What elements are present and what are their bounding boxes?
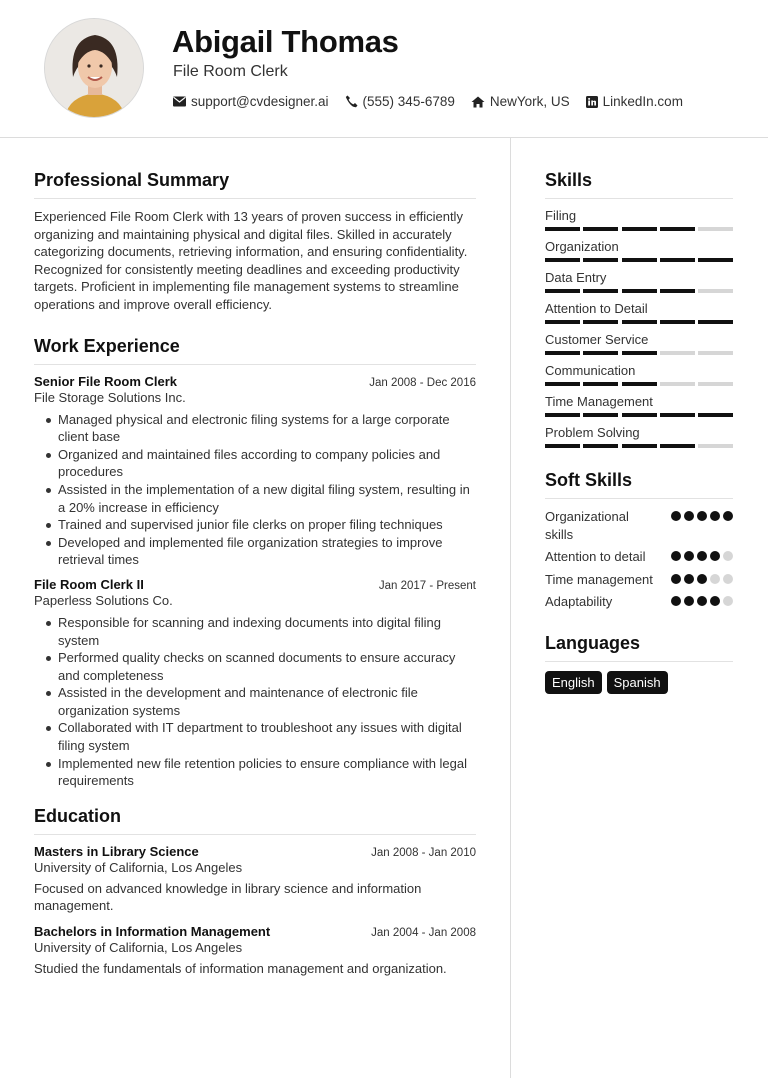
rating-dot [710, 574, 720, 584]
skill-level-segment [545, 444, 580, 448]
skill-level-segment [622, 320, 657, 324]
work-heading: Work Experience [34, 336, 476, 365]
skill-level-segment [583, 382, 618, 386]
bullet-item: Managed physical and electronic filing systems for a large corporate client base [44, 411, 476, 446]
skill-name: Organization [545, 239, 619, 254]
language-tag: Spanish [607, 671, 668, 694]
soft-skill-item [545, 593, 733, 611]
skill-level-segment [583, 289, 618, 293]
soft-skill-rating [668, 551, 733, 561]
candidate-name: Abigail Thomas [172, 24, 399, 59]
languages-section [545, 633, 733, 694]
skill-level-bar [545, 227, 733, 231]
column-divider [510, 138, 511, 1078]
contact-location-text: NewYork, US [489, 94, 570, 109]
job-entry [34, 577, 476, 790]
skill-level-segment [622, 413, 657, 417]
skill-level-segment [660, 227, 695, 231]
soft-skill-rating [668, 574, 733, 584]
skill-item [545, 332, 733, 355]
bullet-item: Implemented new file retention policies to ensure compliance with legal requirements [44, 755, 476, 790]
education-heading: Education [34, 806, 476, 835]
skill-level-bar [545, 351, 733, 355]
soft-skill-name: Adaptability [545, 594, 613, 610]
bullet-item: Assisted in the development and maintenance of electronic file organization systems [44, 684, 476, 719]
skill-item [545, 394, 733, 417]
sidebar-column [545, 170, 733, 694]
education-dates: Jan 2008 - Jan 2010 [371, 846, 476, 859]
skill-item [545, 425, 733, 448]
skill-level-segment [545, 258, 580, 262]
rating-dot [684, 551, 694, 561]
rating-dot [697, 511, 707, 521]
skill-level-segment [698, 227, 733, 231]
summary-section [34, 170, 476, 314]
soft-skill-name: Attention to detail [545, 549, 646, 565]
skill-name: Communication [545, 363, 636, 378]
soft-skills-section [545, 470, 733, 611]
skill-level-segment [660, 351, 695, 355]
skill-name: Customer Service [545, 332, 649, 347]
soft-skill-item [545, 548, 733, 566]
envelope-icon [173, 96, 186, 107]
skill-item [545, 301, 733, 324]
candidate-title: File Room Clerk [173, 63, 288, 80]
skill-level-segment [622, 258, 657, 262]
bullet-item: Assisted in the implementation of a new digital filing system, resulting in a 20% increase in efficiency [44, 481, 476, 516]
language-tag: English [545, 671, 602, 694]
rating-dot [684, 596, 694, 606]
bullet-item: Organized and maintained files according to company policies and procedures [44, 446, 476, 481]
contact-phone[interactable] [345, 94, 455, 109]
skill-level-segment [660, 413, 695, 417]
skill-level-segment [698, 444, 733, 448]
skill-level-bar [545, 258, 733, 262]
skill-level-segment [545, 413, 580, 417]
skill-level-segment [622, 289, 657, 293]
rating-dot [684, 574, 694, 584]
skill-level-segment [660, 289, 695, 293]
contact-linkedin[interactable] [586, 94, 683, 109]
job-dates: Jan 2008 - Dec 2016 [369, 376, 476, 389]
soft-skill-name: Time management [545, 571, 653, 587]
skill-item [545, 239, 733, 262]
skill-item [545, 363, 733, 386]
rating-dot [710, 511, 720, 521]
soft-skills-list [545, 508, 733, 611]
skills-list [545, 208, 733, 448]
skill-level-segment [660, 444, 695, 448]
skill-name: Problem Solving [545, 425, 640, 440]
job-dates: Jan 2017 - Present [378, 579, 476, 592]
soft-skill-rating [668, 596, 733, 606]
skills-heading: Skills [545, 170, 733, 199]
skill-level-segment [660, 382, 695, 386]
skill-level-segment [545, 320, 580, 324]
skill-level-bar [545, 382, 733, 386]
skill-level-segment [622, 444, 657, 448]
job-company: File Storage Solutions Inc. [34, 389, 186, 405]
rating-dot [723, 551, 733, 561]
bullet-item: Performed quality checks on scanned documents to ensure accuracy and completeness [44, 649, 476, 684]
home-icon [471, 96, 485, 108]
skill-level-segment [698, 382, 733, 386]
job-title: File Room Clerk II [34, 576, 144, 592]
rating-dot [710, 596, 720, 606]
degree-title: Masters in Library Science [34, 843, 199, 859]
languages-list [545, 671, 733, 694]
skill-level-bar [545, 413, 733, 417]
skill-level-segment [583, 351, 618, 355]
rating-dot [723, 511, 733, 521]
school-name: University of California, Los Angeles [34, 940, 243, 956]
bullet-item: Trained and supervised junior file clerks on proper filing techniques [44, 516, 476, 534]
rating-dot [697, 551, 707, 561]
soft-skills-heading: Soft Skills [545, 470, 733, 499]
rating-dot [671, 511, 681, 521]
skill-level-segment [545, 289, 580, 293]
skill-level-segment [545, 382, 580, 386]
skill-level-segment [660, 258, 695, 262]
rating-dot [684, 511, 694, 521]
job-bullets [34, 411, 476, 569]
skill-level-segment [583, 320, 618, 324]
education-entry [34, 844, 476, 915]
soft-skill-item [545, 571, 733, 589]
bullet-item: Collaborated with IT department to troubleshoot any issues with digital filing system [44, 719, 476, 754]
work-section [34, 336, 476, 790]
main-column [34, 170, 476, 987]
profile-photo [44, 18, 144, 118]
skill-level-segment [583, 227, 618, 231]
rating-dot [723, 574, 733, 584]
skill-level-segment [583, 258, 618, 262]
job-bullets [34, 614, 476, 790]
bullet-item: Developed and implemented file organization strategies to improve retrieval times [44, 534, 476, 569]
skill-name: Attention to Detail [545, 301, 648, 316]
summary-heading: Professional Summary [34, 170, 476, 199]
rating-dot [697, 596, 707, 606]
resume-header [0, 0, 768, 138]
skill-level-segment [698, 413, 733, 417]
education-entry [34, 924, 476, 978]
rating-dot [710, 551, 720, 561]
school-name: University of California, Los Angeles [34, 859, 243, 875]
education-description: Studied the fundamentals of information management and organization. [34, 961, 447, 977]
rating-dot [671, 551, 681, 561]
skill-level-segment [622, 382, 657, 386]
skill-level-bar [545, 320, 733, 324]
skill-name: Data Entry [545, 270, 607, 285]
rating-dot [723, 596, 733, 606]
skills-section [545, 170, 733, 448]
education-dates: Jan 2004 - Jan 2008 [371, 927, 476, 940]
contact-location [471, 94, 570, 109]
soft-skill-name: Organizational skills [545, 509, 629, 542]
skill-level-segment [698, 351, 733, 355]
contact-linkedin-text: LinkedIn.com [602, 94, 683, 109]
job-entry [34, 374, 476, 569]
skill-level-segment [698, 289, 733, 293]
summary-text: Experienced File Room Clerk with 13 years of proven success in efficiently organizing and maintaining physical and digital files. Skilled in accurately categorizing documents, retrieving information, and ensuring confidentiality. Recognized for consistently meeting deadlines and exceeding productivity targets. Proficient in implementing file management systems to streamline operations and improve overall efficiency. [34, 209, 468, 312]
rating-dot [697, 574, 707, 584]
contact-email[interactable] [173, 94, 329, 109]
skill-item [545, 270, 733, 293]
job-company: Paperless Solutions Co. [34, 592, 173, 608]
skill-level-segment [698, 320, 733, 324]
rating-dot [671, 574, 681, 584]
degree-title: Bachelors in Information Management [34, 924, 271, 940]
skill-level-bar [545, 289, 733, 293]
education-section [34, 806, 476, 978]
skill-level-segment [583, 444, 618, 448]
skill-name: Filing [545, 208, 577, 223]
rating-dot [671, 596, 681, 606]
education-description: Focused on advanced knowledge in library science and information management. [34, 880, 422, 914]
skill-level-segment [622, 227, 657, 231]
soft-skill-rating [668, 511, 733, 521]
skill-level-segment [660, 320, 695, 324]
skill-level-bar [545, 444, 733, 448]
skill-name: Time Management [545, 394, 653, 409]
skill-level-segment [545, 351, 580, 355]
contact-email-text: support@cvdesigner.ai [191, 94, 329, 109]
skill-level-segment [622, 351, 657, 355]
skill-level-segment [583, 413, 618, 417]
contact-phone-text: (555) 345-6789 [362, 94, 455, 109]
linkedin-icon [586, 96, 598, 108]
contact-bar [173, 94, 699, 109]
skill-level-segment [545, 227, 580, 231]
skill-item [545, 208, 733, 231]
skill-level-segment [698, 258, 733, 262]
soft-skill-item [545, 508, 733, 543]
languages-heading: Languages [545, 633, 733, 662]
bullet-item: Responsible for scanning and indexing documents into digital filing system [44, 614, 476, 649]
phone-icon [345, 95, 358, 108]
job-title: Senior File Room Clerk [34, 373, 178, 389]
